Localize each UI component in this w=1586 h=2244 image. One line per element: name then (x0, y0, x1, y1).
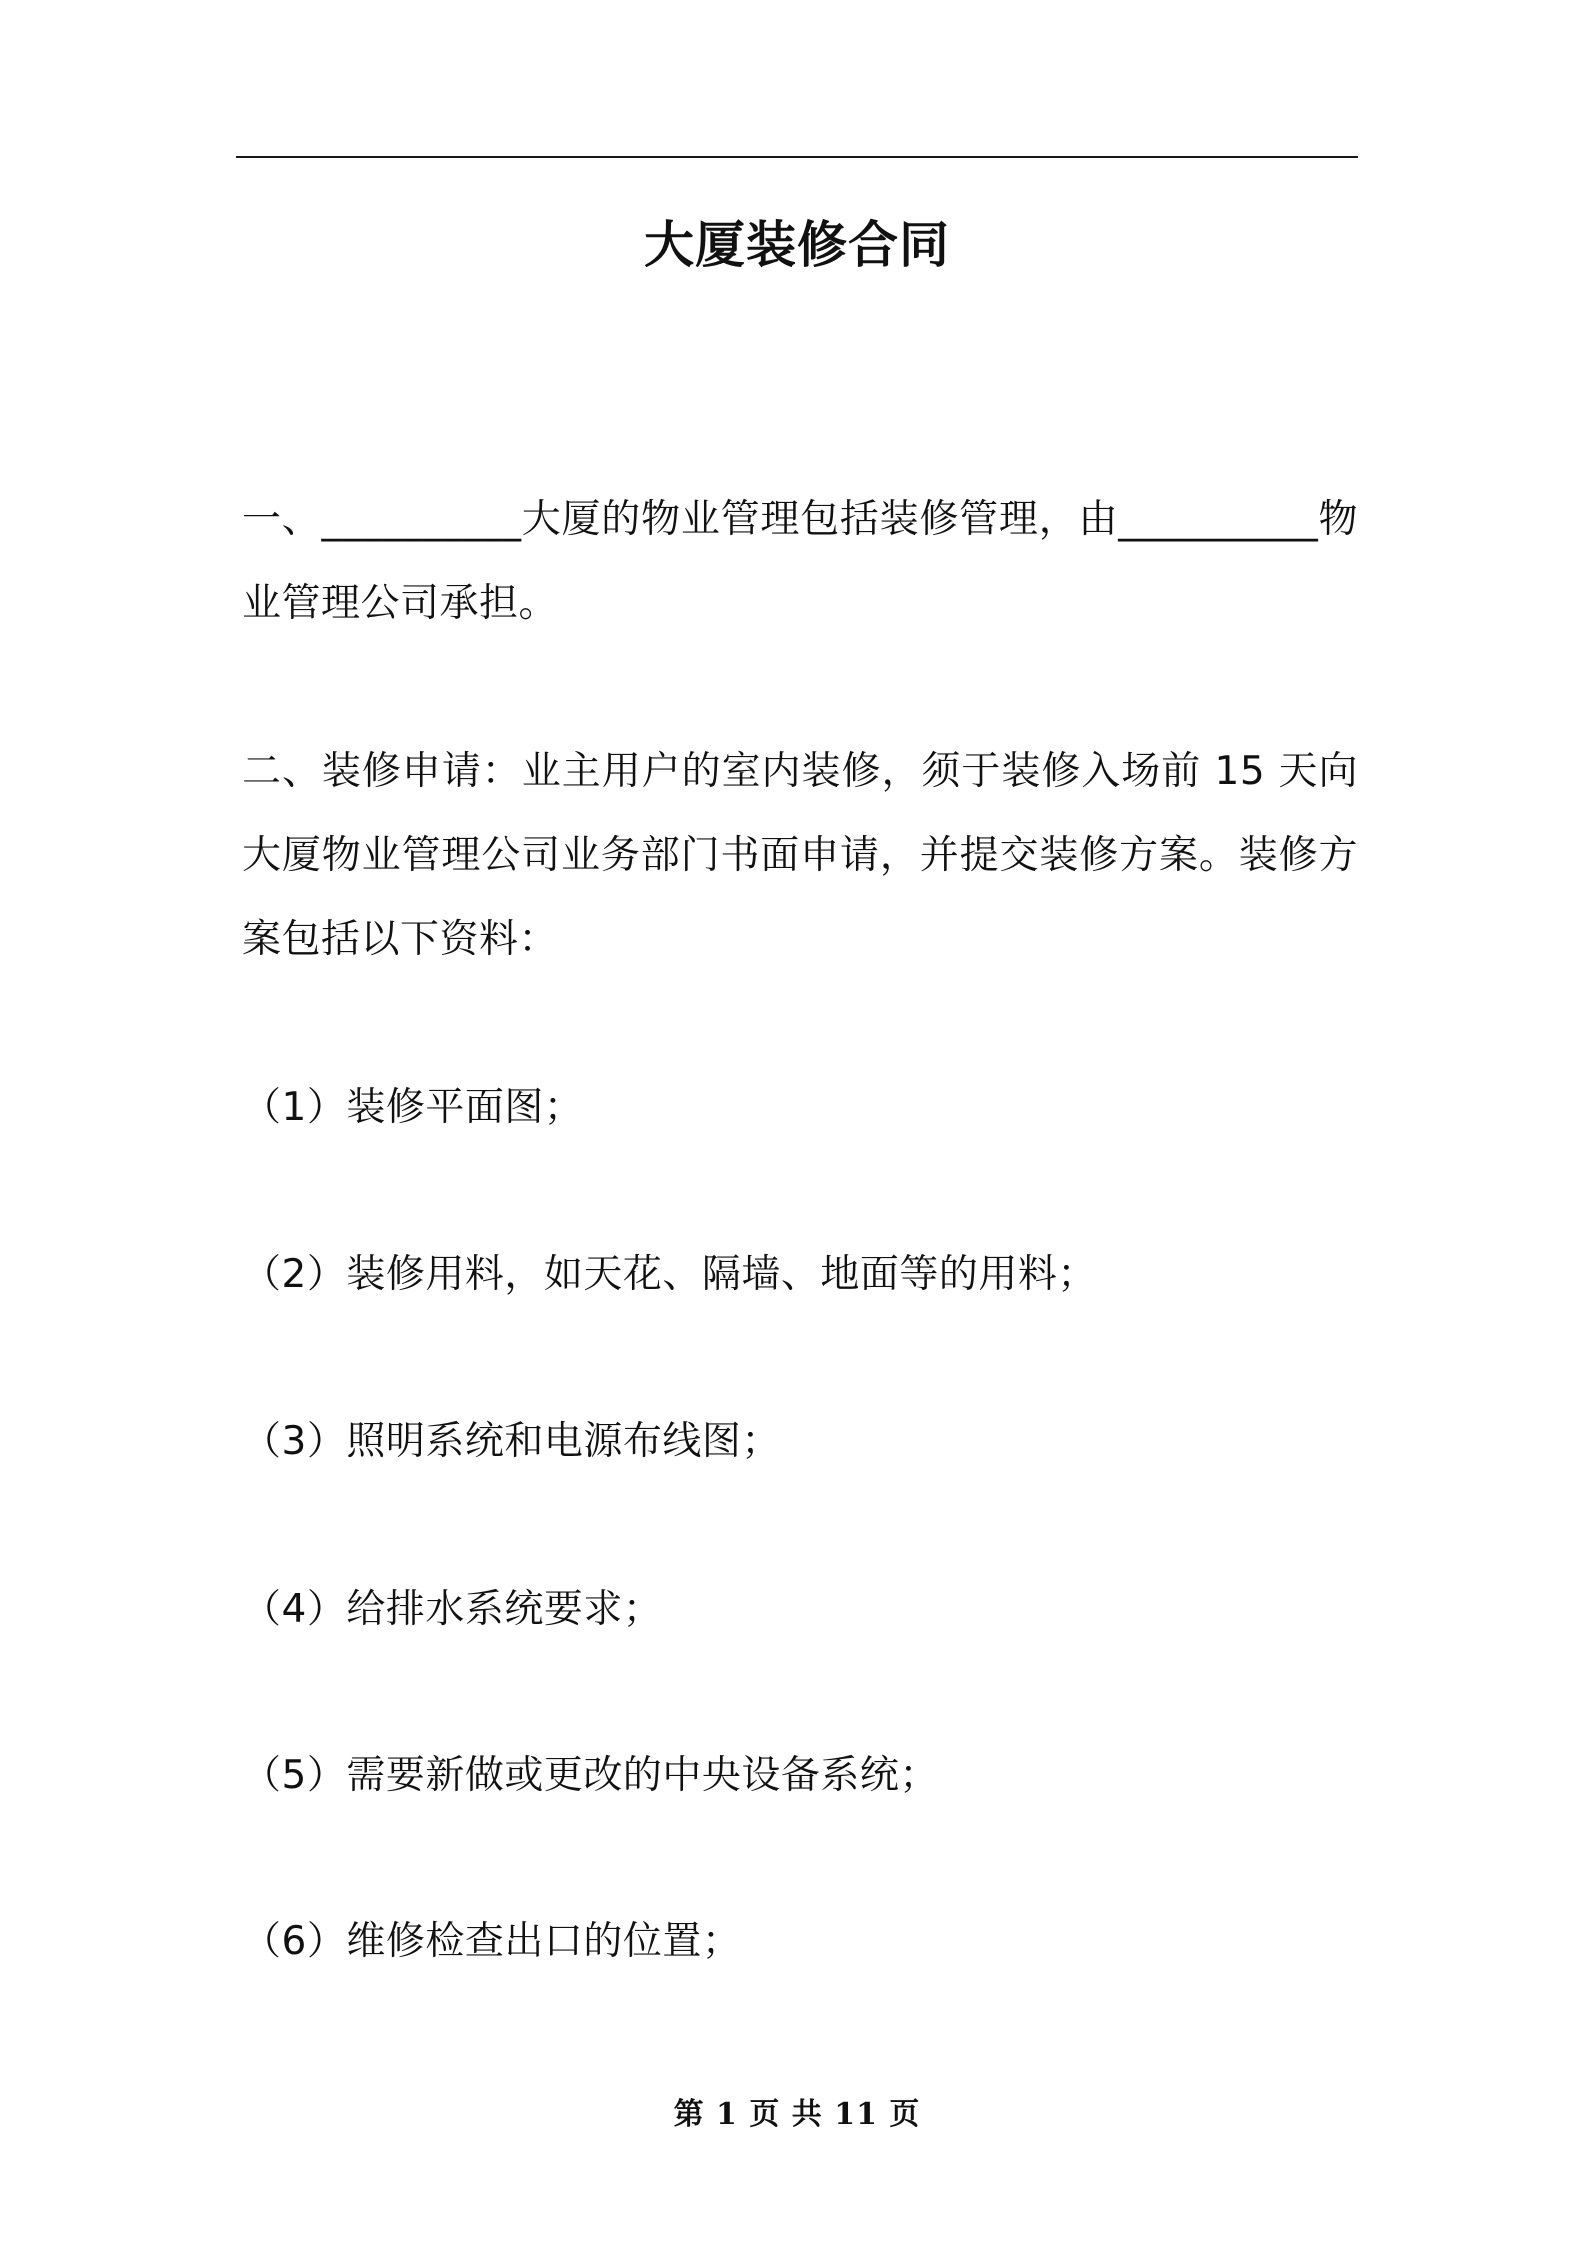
list-item: （1）装修平面图； (242, 1085, 584, 1130)
list-item: （5）需要新做或更改的中央设备系统； (242, 1753, 939, 1798)
header-rule (236, 156, 1358, 158)
clause-two-application: 二、装修申请：业主用户的室内装修，须于装修入场前 15 天向大厦物业管理公司业务部门书面申请，并提交装修方案。装修方案包括以下资料： (242, 749, 1358, 962)
list-item: （3）照明系统和电源布线图； (242, 1419, 781, 1464)
clause-one: 一、__________大厦的物业管理包括装修管理，由__________物业管理公司承担。 (242, 497, 1358, 626)
list-item: （4）给排水系统要求； (242, 1587, 663, 1632)
document-title: 大厦装修合同 (644, 216, 950, 274)
list-item: （6）维修检查出口的位置； (242, 1919, 742, 1964)
list-item: （2）装修用料，如天花、隔墙、地面等的用料； (242, 1252, 1097, 1297)
page-number-footer: 第 1 页 共 11 页 (673, 2097, 921, 2132)
